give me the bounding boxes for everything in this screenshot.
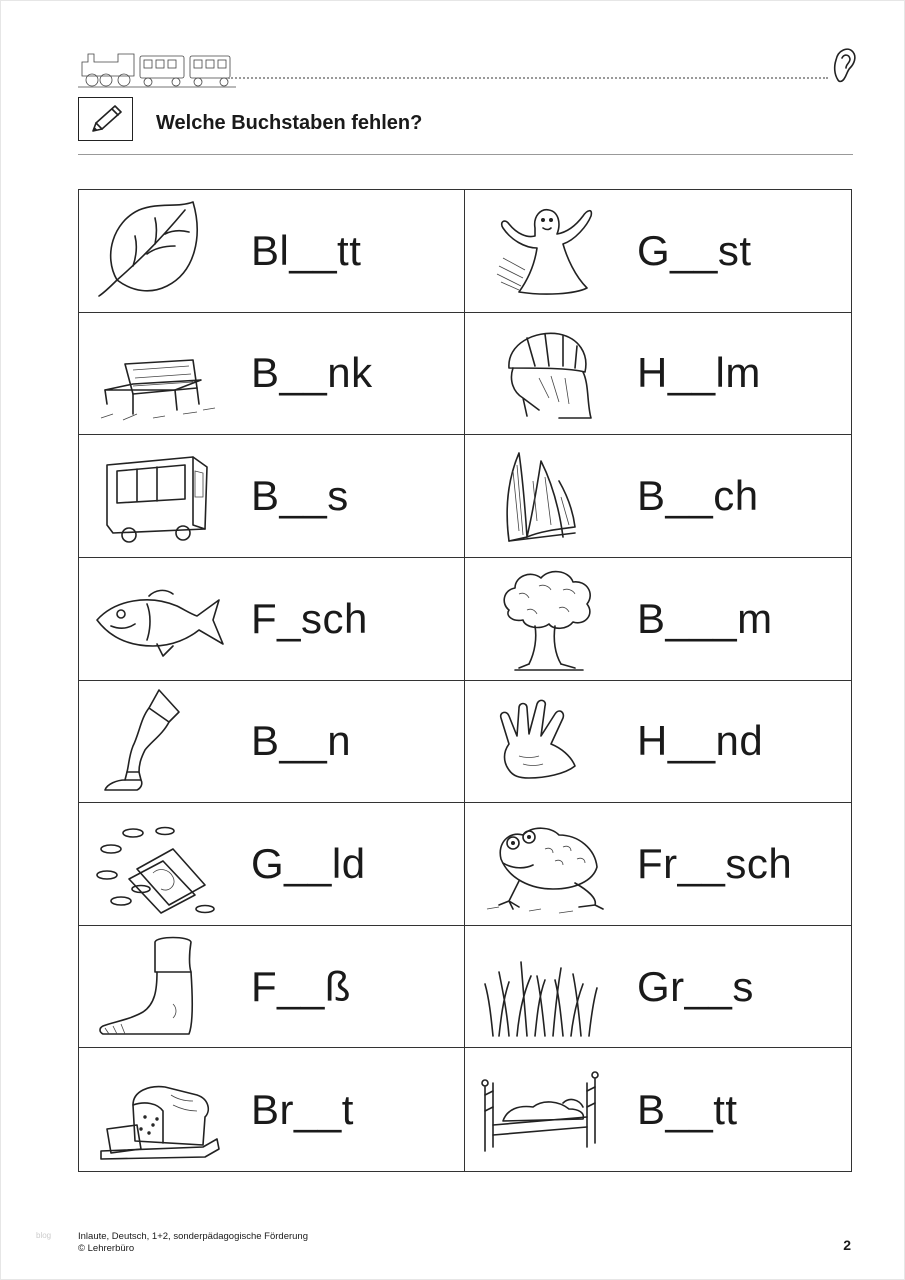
footer-credits [78, 1231, 308, 1255]
hand-icon [479, 686, 619, 796]
header-decoration [78, 40, 858, 90]
exercise-cell [465, 803, 851, 926]
bench-icon [93, 318, 233, 428]
steam-train-icon [78, 46, 238, 90]
exercise-cell [79, 435, 465, 558]
task-icon-box [78, 97, 133, 141]
exercise-cell [465, 558, 851, 681]
bed-icon [479, 1055, 619, 1165]
word-with-gaps: G__st [637, 226, 752, 274]
word-with-gaps: Gr__s [637, 962, 754, 1010]
word-with-gaps: B__nk [251, 349, 373, 397]
exercise-cell [79, 1048, 465, 1171]
exercise-cell [465, 313, 851, 436]
bread-icon [93, 1055, 233, 1165]
exercise-cell [79, 926, 465, 1049]
exercise-cell [465, 435, 851, 558]
footer-copyright: © Lehrerbüro [78, 1243, 135, 1254]
title-rule [78, 154, 853, 155]
foot-icon [93, 932, 233, 1042]
open-book-icon [479, 441, 619, 551]
leaf-icon [93, 196, 233, 306]
word-with-gaps: B__tt [637, 1085, 738, 1133]
frog-icon [479, 809, 619, 919]
ghost-icon [479, 196, 619, 306]
bike-helmet-icon [479, 318, 619, 428]
fish-icon [93, 564, 233, 674]
word-with-gaps: Br__t [251, 1085, 354, 1133]
exercise-cell [79, 190, 465, 313]
word-with-gaps: G__ld [251, 839, 366, 887]
word-with-gaps: H__nd [637, 717, 764, 765]
pencil-icon [79, 98, 132, 140]
ear-icon [830, 44, 858, 84]
tree-icon [479, 564, 619, 674]
word-with-gaps: B__ch [637, 472, 759, 520]
exercise-cell [79, 558, 465, 681]
leg-icon [93, 686, 233, 796]
word-with-gaps: B__n [251, 717, 352, 765]
exercise-cell [465, 1048, 851, 1171]
page-number: 2 [843, 1237, 851, 1253]
word-with-gaps: Fr__sch [637, 839, 793, 887]
exercise-cell [79, 681, 465, 804]
bus-icon [93, 441, 233, 551]
word-with-gaps: F_sch [251, 594, 368, 642]
footer-watermark: blog [36, 1231, 52, 1240]
exercise-cell [465, 681, 851, 804]
exercise-cell [79, 803, 465, 926]
word-with-gaps: B___m [637, 594, 773, 642]
word-with-gaps: F__ß [251, 962, 352, 1010]
word-with-gaps: Bl__tt [251, 226, 362, 274]
exercise-table [78, 189, 852, 1172]
header-dotted-rule [228, 77, 828, 79]
money-icon [93, 809, 233, 919]
task-title: Welche Buchstaben fehlen? [156, 112, 423, 134]
word-with-gaps: H__lm [637, 349, 761, 397]
exercise-cell [465, 190, 851, 313]
word-with-gaps: B__s [251, 472, 349, 520]
exercise-cell [79, 313, 465, 436]
exercise-cell [465, 926, 851, 1049]
grass-icon [479, 932, 619, 1042]
footer-subject-line: Inlaute, Deutsch, 1+2, sonderpädagogische Förderung [78, 1231, 309, 1242]
